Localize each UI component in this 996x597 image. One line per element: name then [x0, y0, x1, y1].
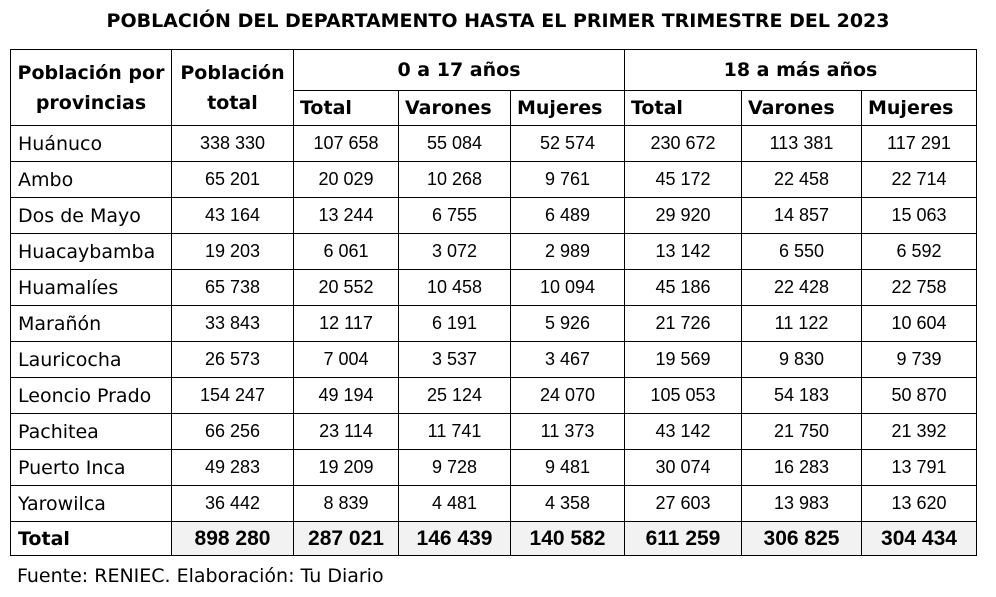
table-cell: 24 070 — [511, 378, 625, 414]
table-cell: 22 714 — [862, 162, 977, 198]
total-label: Total — [11, 522, 172, 556]
province-name: Puerto Inca — [11, 450, 172, 486]
table-cell: 45 172 — [625, 162, 742, 198]
total-cell: 306 825 — [742, 522, 862, 556]
table-cell: 10 268 — [399, 162, 511, 198]
table-cell: 15 063 — [862, 198, 977, 234]
header-poblacion-total: Población total — [172, 50, 294, 126]
province-name: Pachitea — [11, 414, 172, 450]
header-adult-total: Total — [625, 91, 742, 126]
table-cell: 338 330 — [172, 126, 294, 162]
total-cell: 140 582 — [511, 522, 625, 556]
table-cell: 11 122 — [742, 306, 862, 342]
table-row — [11, 126, 977, 162]
table-cell: 43 164 — [172, 198, 294, 234]
table-cell: 6 550 — [742, 234, 862, 270]
table-row — [11, 414, 977, 450]
header-young-total: Total — [294, 91, 399, 126]
table-cell: 107 658 — [294, 126, 399, 162]
table-cell: 43 142 — [625, 414, 742, 450]
table-cell: 13 983 — [742, 486, 862, 522]
table-cell: 6 191 — [399, 306, 511, 342]
table-cell: 6 592 — [862, 234, 977, 270]
table-cell: 16 283 — [742, 450, 862, 486]
table-cell: 65 201 — [172, 162, 294, 198]
table-cell: 4 481 — [399, 486, 511, 522]
total-cell: 287 021 — [294, 522, 399, 556]
table-cell: 21 392 — [862, 414, 977, 450]
table-cell: 21 750 — [742, 414, 862, 450]
table-cell: 54 183 — [742, 378, 862, 414]
table-cell: 7 004 — [294, 342, 399, 378]
province-name: Marañón — [11, 306, 172, 342]
table-cell: 19 203 — [172, 234, 294, 270]
table-cell: 20 029 — [294, 162, 399, 198]
table-cell: 9 728 — [399, 450, 511, 486]
table-cell: 27 603 — [625, 486, 742, 522]
header-adult-varones: Varones — [742, 91, 862, 126]
header-young-varones: Varones — [399, 91, 511, 126]
source-note: Fuente: RENIEC. Elaboración: Tu Diario — [17, 565, 384, 587]
header-young-mujeres: Mujeres — [511, 91, 625, 126]
province-name: Leoncio Prado — [11, 378, 172, 414]
table-cell: 14 857 — [742, 198, 862, 234]
province-name: Ambo — [11, 162, 172, 198]
table-cell: 9 481 — [511, 450, 625, 486]
table-row — [11, 306, 977, 342]
table-cell: 154 247 — [172, 378, 294, 414]
table-cell: 45 186 — [625, 270, 742, 306]
table-cell: 49 283 — [172, 450, 294, 486]
table-cell: 4 358 — [511, 486, 625, 522]
table-cell: 19 209 — [294, 450, 399, 486]
table-cell: 13 244 — [294, 198, 399, 234]
table-cell: 10 604 — [862, 306, 977, 342]
province-name: Yarowilca — [11, 486, 172, 522]
header-group-0-17: 0 a 17 años — [294, 50, 625, 91]
total-row — [11, 522, 977, 556]
table-cell: 22 458 — [742, 162, 862, 198]
table-cell: 5 926 — [511, 306, 625, 342]
table-cell: 33 843 — [172, 306, 294, 342]
total-cell: 146 439 — [399, 522, 511, 556]
table-cell: 9 830 — [742, 342, 862, 378]
header-adult-mujeres: Mujeres — [862, 91, 977, 126]
table-cell: 55 084 — [399, 126, 511, 162]
table-cell: 6 489 — [511, 198, 625, 234]
province-name: Lauricocha — [11, 342, 172, 378]
table-cell: 22 428 — [742, 270, 862, 306]
table-row — [11, 270, 977, 306]
province-name: Dos de Mayo — [11, 198, 172, 234]
table-cell: 11 741 — [399, 414, 511, 450]
table-cell: 105 053 — [625, 378, 742, 414]
table-cell: 10 094 — [511, 270, 625, 306]
table-cell: 9 739 — [862, 342, 977, 378]
total-cell: 898 280 — [172, 522, 294, 556]
table-cell: 25 124 — [399, 378, 511, 414]
table-cell: 30 074 — [625, 450, 742, 486]
table-cell: 26 573 — [172, 342, 294, 378]
page-title: POBLACIÓN DEL DEPARTAMENTO HASTA EL PRIMER TRIMESTRE DEL 2023 — [106, 10, 890, 32]
table-cell: 10 458 — [399, 270, 511, 306]
table-cell: 13 142 — [625, 234, 742, 270]
table-cell: 13 791 — [862, 450, 977, 486]
table-cell: 29 920 — [625, 198, 742, 234]
table-row — [11, 378, 977, 414]
table-cell: 8 839 — [294, 486, 399, 522]
province-name: Huánuco — [11, 126, 172, 162]
header-provincias: Población por provincias — [11, 50, 172, 126]
table-row — [11, 342, 977, 378]
table-cell: 3 467 — [511, 342, 625, 378]
table-cell: 9 761 — [511, 162, 625, 198]
table-cell: 6 755 — [399, 198, 511, 234]
province-name: Huamalíes — [11, 270, 172, 306]
table-row — [11, 162, 977, 198]
table-row — [11, 198, 977, 234]
table-cell: 11 373 — [511, 414, 625, 450]
table-cell: 113 381 — [742, 126, 862, 162]
table-cell: 23 114 — [294, 414, 399, 450]
table-cell: 117 291 — [862, 126, 977, 162]
table-cell: 65 738 — [172, 270, 294, 306]
table-row — [11, 486, 977, 522]
province-name: Huacaybamba — [11, 234, 172, 270]
table-cell: 36 442 — [172, 486, 294, 522]
table-cell: 50 870 — [862, 378, 977, 414]
table-cell: 66 256 — [172, 414, 294, 450]
table-cell: 2 989 — [511, 234, 625, 270]
table-cell: 21 726 — [625, 306, 742, 342]
table-cell: 49 194 — [294, 378, 399, 414]
table-cell: 3 537 — [399, 342, 511, 378]
table-cell: 12 117 — [294, 306, 399, 342]
table-cell: 20 552 — [294, 270, 399, 306]
table-cell: 230 672 — [625, 126, 742, 162]
header-group-18-plus: 18 a más años — [625, 50, 977, 91]
population-table — [10, 49, 977, 556]
table-cell: 13 620 — [862, 486, 977, 522]
table-cell: 6 061 — [294, 234, 399, 270]
table-cell: 22 758 — [862, 270, 977, 306]
header-row-groups — [11, 50, 977, 91]
table-row — [11, 450, 977, 486]
table-cell: 3 072 — [399, 234, 511, 270]
total-cell: 304 434 — [862, 522, 977, 556]
table-row — [11, 234, 977, 270]
table-cell: 19 569 — [625, 342, 742, 378]
table-cell: 52 574 — [511, 126, 625, 162]
total-cell: 611 259 — [625, 522, 742, 556]
